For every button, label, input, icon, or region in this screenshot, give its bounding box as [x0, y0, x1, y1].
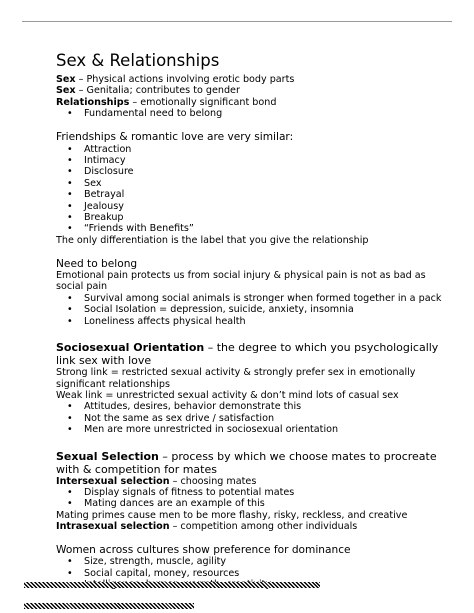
- intrasexual-definition: Intrasexual selection – competition among other individuals: [56, 521, 358, 533]
- friendships-heading: Friendships & romantic love are very similar:: [56, 131, 294, 144]
- women-heading: Women across cultures show preference for dominance: [56, 543, 351, 556]
- list-item: • Size, strength, muscle, agility: [56, 556, 452, 567]
- sociosexual-heading: Sociosexual Orientation – the degree to which you psychologically link sex with love: [56, 341, 439, 368]
- list-item: • “Friends with Benefits”: [56, 223, 452, 234]
- friendships-list: [56, 144, 452, 235]
- list-item: • Sex: [56, 178, 452, 189]
- list-item: • Social capital, money, resources: [56, 568, 452, 579]
- sociosexual-strong-link: Strong link = restricted sexual activity & strongly prefer sex in emotionally significant relationships: [56, 367, 416, 390]
- list-item: • Jealousy: [56, 201, 452, 212]
- definition-sex-1: Sex – Physical actions involving erotic body parts: [56, 74, 295, 85]
- list-item: • Social Isolation = depression, suicide, anxiety, insomnia: [56, 304, 452, 315]
- document-page: [56, 50, 452, 591]
- definition-sex-2: Sex – Genitalia; contributes to gender: [56, 85, 240, 97]
- definition-relationships: Relationships – emotionally significant bond: [56, 96, 277, 108]
- mating-primes: Mating primes cause men to be more flashy, risky, reckless, and creative: [56, 509, 408, 521]
- selection-heading: Sexual Selection – process by which we choose mates to procreate with & competition for mates: [56, 449, 437, 476]
- intersexual-list: [56, 487, 452, 510]
- list-item: • Attitudes, desires, behavior demonstrate this: [56, 401, 452, 412]
- list-item: • Loneliness affects physical health: [56, 316, 452, 327]
- intersexual-definition: Intersexual selection – choosing mates: [56, 475, 257, 487]
- belong-list: [56, 293, 452, 327]
- list-item: • Breakup: [56, 212, 452, 223]
- list-item: • Betrayal: [56, 189, 452, 200]
- page-title: Sex & Relationships: [56, 51, 220, 70]
- list-item: • Intimacy: [56, 155, 452, 166]
- list-item: • Not the same as sex drive / satisfaction: [56, 413, 452, 424]
- top-rule: [22, 21, 452, 22]
- list-item: • Display signals of fitness to potential mates: [56, 487, 452, 498]
- list-item: • Mating dances are an example of this: [56, 498, 452, 509]
- sociosexual-weak-link: Weak link = unrestricted sexual activity & don’t mind lots of casual sex: [56, 389, 399, 401]
- list-item: • Disclosure: [56, 166, 452, 177]
- friendships-note: The only differentiation is the label that you give the relationship: [56, 234, 369, 246]
- list-item: • Attraction: [56, 144, 452, 155]
- definition-bullets: [56, 108, 452, 119]
- belong-heading: Need to belong: [56, 257, 138, 270]
- list-item: • Fundamental need to belong: [56, 108, 452, 119]
- sociosexual-list: [56, 401, 452, 435]
- redacted-text-bar: [24, 582, 320, 588]
- list-item: • Men are more unrestricted in sociosexual orientation: [56, 424, 452, 435]
- belong-text: Emotional pain protects us from social injury & physical pain is not as bad as social pain: [56, 270, 426, 293]
- redacted-text-bar: [24, 603, 194, 609]
- list-item: • Survival among social animals is stronger when formed together in a pack: [56, 293, 452, 304]
